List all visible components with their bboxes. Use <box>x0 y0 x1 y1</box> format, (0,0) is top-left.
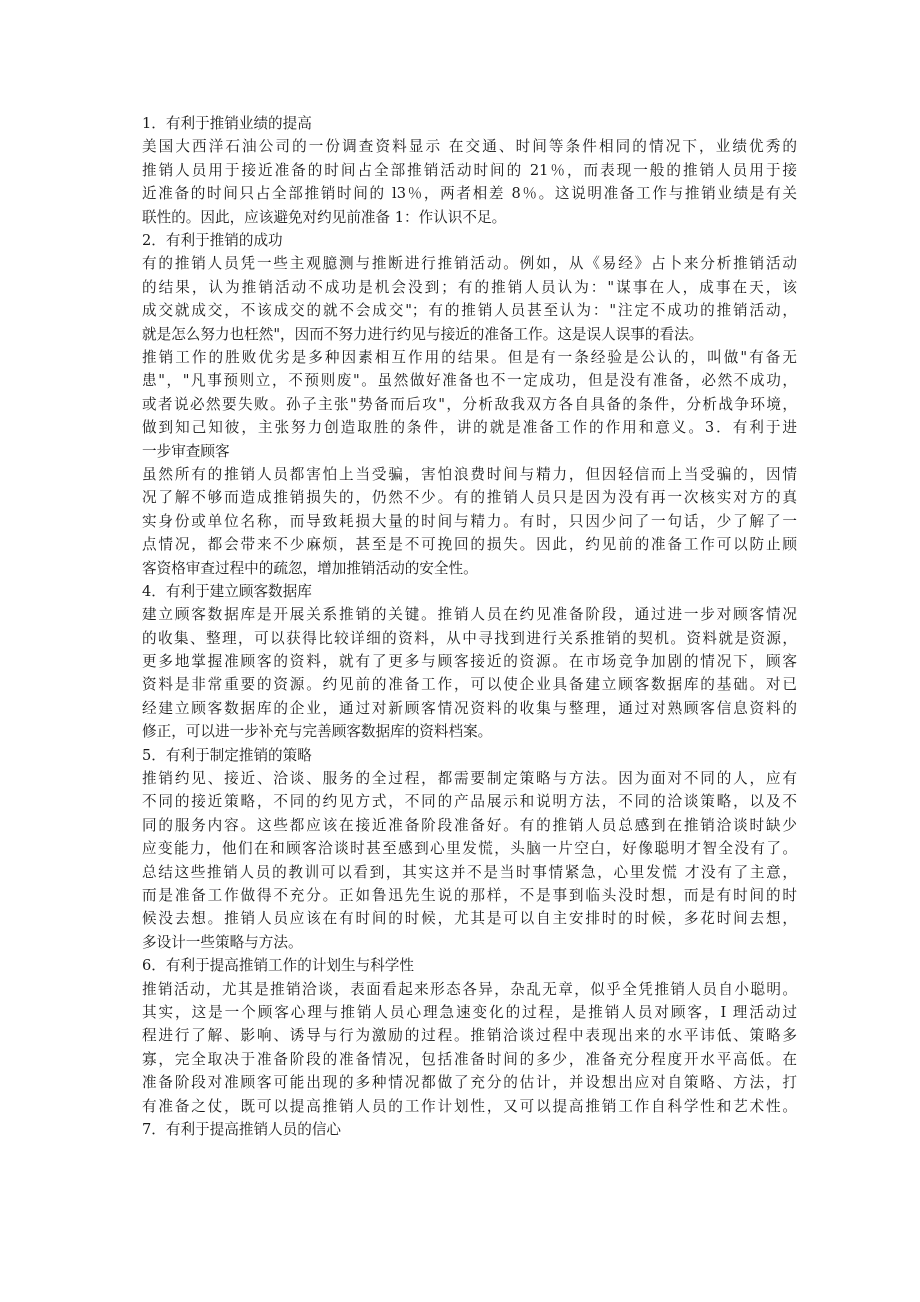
paragraph-line: 联性的。因此，应该避免对约见前准备 1：作认识不足。 <box>142 208 507 226</box>
paragraph-line: 近准备的时间只占全部推销时间的 l3％，两者相差 8％。这说明准备工作与推销业绩是有关 <box>142 185 797 203</box>
paragraph-line: 患"，"凡事预则立，不预则废"。虽然做好准备也不一定成功，但是没有准备，必然不成功， <box>142 372 797 390</box>
paragraph-line: 虽然所有的推销人员都害怕上当受骗，害怕浪费时间与精力，但因轻信而上当受骗的，因情 <box>142 465 797 483</box>
paragraph-line: 推销人员用于接近准备的时间占全部推销活动时间的 21％，而表现一般的推销人员用于接 <box>142 161 797 179</box>
section-heading: 7．有利于提高推销人员的信心 <box>142 1120 342 1138</box>
paragraph-line: 程进行了解、影响、诱导与行为激励的过程。推销洽谈过程中表现出来的水平讳低、策略多 <box>142 1027 797 1045</box>
paragraph-line: 有的推销人员凭一些主观臆测与推断进行推销活动。例如，从《易经》占卜来分析推销活动 <box>142 255 797 273</box>
paragraph-line: 多设计一些策略与方法。 <box>142 933 303 951</box>
paragraph-line: 就是怎么努力也枉然"，因而不努力进行约见与接近的准备工作。这是误人误事的看法。 <box>142 325 704 343</box>
paragraph-line: 美国大西洋石油公司的一份调查资料显示 在交通、时间等条件相同的情况下，业绩优秀的 <box>142 138 797 156</box>
paragraph-line: 实身份或单位名称，而导致耗损大量的时间与精力。有时，只因少问了一句话，少了解了一 <box>142 512 797 530</box>
section-heading: 1．有利于推销业绩的提高 <box>142 115 312 132</box>
paragraph-line: 推销工作的胜败优劣是多种因素相互作用的结果。但是有一条经验是公认的，叫做"有备无 <box>142 348 797 366</box>
document-body <box>142 112 797 1141</box>
paragraph-line: 有准备之仗，既可以提高推销人员的工作计划性，又可以提高推销工作自科学性和艺术性。 <box>142 1097 797 1115</box>
paragraph-line: 点情况，都会带来不少麻烦，甚至是不可挽回的损失。因此，约见前的准备工作可以防止顾 <box>142 536 797 554</box>
paragraph-line: 建立顾客数据库是开展关系推销的关键。推销人员在约见准备阶段，通过进一步对顾客情况 <box>142 606 797 624</box>
paragraph-line: 总结这些推销人员的教训可以看到，其实这并不是当时事情紧急，心里发慌 才没有了主意， <box>142 863 797 881</box>
paragraph-line: 寡，完全取决于准备阶段的准备情况，包括准备时间的多少，准备充分程度开水平高低。在 <box>142 1050 797 1068</box>
paragraph-line: 况了解不够而造成推销损失的，仍然不少。有的推销人员只是因为没有再一次核实对方的真 <box>142 489 797 507</box>
paragraph-line: 客资格审查过程中的疏忽，增加推销活动的安全性。 <box>142 559 478 577</box>
paragraph-line: 或者说必然要失败。孙子主张"势备而后攻"，分析敌我双方各自具备的条件，分析战争环境， <box>142 395 797 413</box>
paragraph-line: 做到知己知彼，主张努力创造取胜的条件，讲的就是准备工作的作用和意义。3．有利于进 <box>142 419 797 437</box>
section-heading: 4．有利于建立顾客数据库 <box>142 582 312 600</box>
paragraph-line: 候没去想。推销人员应该在有时间的时候，尤其是可以自主安排时的时候，多花时间去想， <box>142 910 797 928</box>
paragraph-line: 推销活动，尤其是推销洽谈，表面看起来形态各异，杂乱无章，似乎全凭推销人员自小聪明。 <box>142 980 797 998</box>
paragraph-line: 经建立顾客数据库的企业，通过对新顾客情况资料的收集与整理，通过对熟顾客信息资料的 <box>142 699 797 717</box>
paragraph-line: 不同的接近策略，不同的约见方式，不同的产品展示和说明方法，不同的洽谈策略，以及不 <box>142 793 797 811</box>
paragraph-line: 的结果，认为推销活动不成功是机会没到；有的推销人员认为："谋事在人，成事在天，该 <box>142 278 797 296</box>
section-heading: 6．有利于提高推销工作的计划生与科学性 <box>142 957 414 975</box>
paragraph-line: 准备阶段对准顾客可能出现的多种情况都做了充分的估计，并设想出应对自策略、方法，打 <box>142 1074 797 1092</box>
paragraph-line: 同的服务内容。这些都应该在接近准备阶段准备好。有的推销人员总感到在推销洽谈时缺少 <box>142 816 797 834</box>
paragraph-line: 一步审查顾客 <box>142 442 230 460</box>
paragraph-line: 修正，可以进一步补充与完善顾客数据库的资料档案。 <box>142 723 493 741</box>
section-heading: 5．有利于制定推销的策略 <box>142 746 312 764</box>
paragraph-line: 的收集、整理，可以获得比较详细的资料，从中寻找到进行关系推销的契机。资料就是资源， <box>142 629 797 647</box>
paragraph-line: 而是准备工作做得不充分。正如鲁迅先生说的那样，不是事到临头没时想，而是有时间的时 <box>142 887 797 905</box>
paragraph-line: 应变能力，他们在和顾客洽谈时甚至感到心里发慌，头脑一片空白，好像聪明才智全没有了。 <box>142 840 797 858</box>
section-heading: 2．有利于推销的成功 <box>142 231 283 249</box>
paragraph-line: 其实，这是一个顾客心理与推销人员心理急速变化的过程，是推销人员对顾客，I 理活动过 <box>142 1004 797 1022</box>
paragraph-line: 成交就成交，不该成交的就不会成交"；有的推销人员甚至认为："注定不成功的推销活动， <box>142 302 797 320</box>
paragraph-line: 更多地掌握准顾客的资料，就有了更多与顾客接近的资源。在市场竞争加剧的情况下，顾客 <box>142 653 797 671</box>
paragraph-line: 推销约见、接近、洽谈、服务的全过程，都需要制定策略与方法。因为面对不同的人，应有 <box>142 770 797 788</box>
paragraph-line: 资料是非常重要的资源。约见前的准备工作，可以使企业具备建立顾客数据库的基础。对已 <box>142 676 797 694</box>
